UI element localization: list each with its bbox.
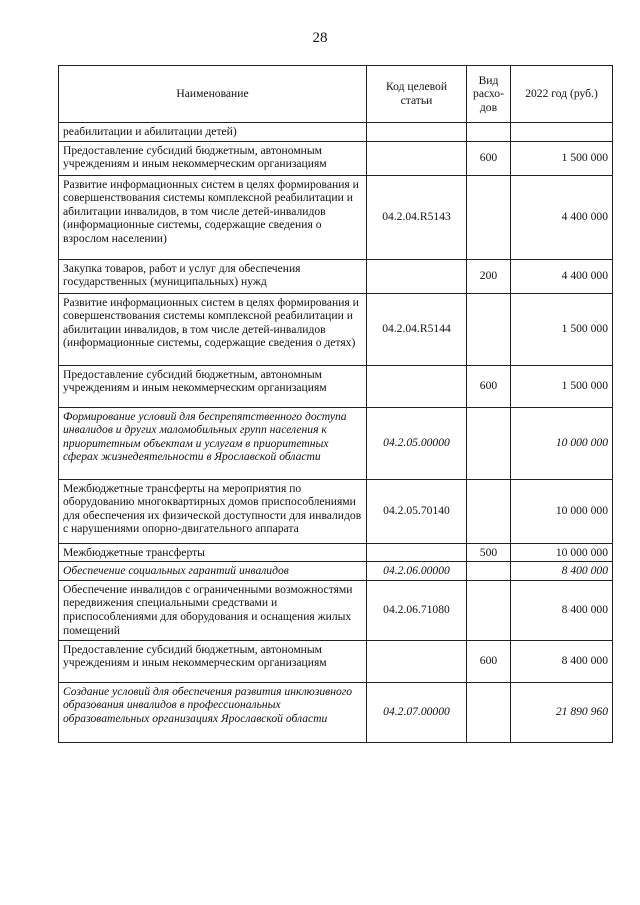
row-vid: 500	[467, 543, 511, 562]
row-name: реабилитации и абилитации детей)	[59, 123, 367, 142]
row-code: 04.2.06.00000	[367, 562, 467, 581]
row-code: 04.2.07.00000	[367, 682, 467, 742]
row-code: 04.2.04.R5143	[367, 175, 467, 259]
table-row	[59, 543, 613, 562]
row-vid	[467, 562, 511, 581]
row-vid: 600	[467, 141, 511, 175]
row-vid	[467, 682, 511, 742]
row-sum: 8 400 000	[511, 580, 613, 640]
row-name: Обеспечение социальных гарантий инвалидов	[59, 562, 367, 581]
row-sum: 4 400 000	[511, 259, 613, 293]
table-row	[59, 293, 613, 365]
row-code	[367, 543, 467, 562]
header-name: Наименование	[59, 66, 367, 123]
budget-table	[58, 65, 613, 743]
row-sum: 10 000 000	[511, 543, 613, 562]
row-sum: 1 500 000	[511, 293, 613, 365]
row-sum	[511, 123, 613, 142]
page-number: 28	[312, 30, 328, 46]
row-name: Предоставление субсидий бюджетным, автономным учреждениям и иным некоммерческим организациям	[59, 365, 367, 407]
header-code: Код целевой статьи	[367, 66, 467, 123]
row-code	[367, 365, 467, 407]
row-name: Создание условий для обеспечения развития инклюзивного образования инвалидов в профессиональных образовательных организациях Ярославской области	[59, 682, 367, 742]
row-sum: 10 000 000	[511, 479, 613, 543]
row-vid: 600	[467, 365, 511, 407]
table-row	[59, 141, 613, 175]
row-name: Межбюджетные трансферты на мероприятия по оборудованию многоквартирных домов приспособлениями для обеспечения их физической доступности для инвалидов с нарушениями опорно-двигательного аппарата	[59, 479, 367, 543]
table-header-row	[59, 66, 613, 123]
row-name: Предоставление субсидий бюджетным, автономным учреждениям и иным некоммерческим организациям	[59, 141, 367, 175]
table-row	[59, 175, 613, 259]
row-sum: 21 890 960	[511, 682, 613, 742]
row-code	[367, 141, 467, 175]
row-name: Межбюджетные трансферты	[59, 543, 367, 562]
table-row	[59, 580, 613, 640]
row-vid: 600	[467, 640, 511, 682]
row-code	[367, 640, 467, 682]
table-row	[59, 640, 613, 682]
row-code	[367, 259, 467, 293]
table-row	[59, 259, 613, 293]
row-vid	[467, 123, 511, 142]
row-name: Закупка товаров, работ и услуг для обеспечения государственных (муниципальных) нужд	[59, 259, 367, 293]
row-code: 04.2.05.70140	[367, 479, 467, 543]
table-row	[59, 365, 613, 407]
row-vid	[467, 580, 511, 640]
row-name: Обеспечение инвалидов с ограниченными возможностями передвижения специальными средствами и приспособлениями для оборудования и оснащения жилых помещений	[59, 580, 367, 640]
row-name: Предоставление субсидий бюджетным, автономным учреждениям и иным некоммерческим организациям	[59, 640, 367, 682]
row-name: Формирование условий для беспрепятственного доступа инвалидов и других маломобильных групп населения к приоритетным объектам и услугам в приоритетных сферах жизнедеятельности в Ярославской области	[59, 407, 367, 479]
row-name: Развитие информационных систем в целях формирования и совершенствования системы комплексной реабилитации и абилитации инвалидов, в том числе детей-инвалидов (информационные системы, содержащие сведения о детях)	[59, 293, 367, 365]
row-sum: 8 400 000	[511, 562, 613, 581]
row-vid	[467, 175, 511, 259]
row-vid	[467, 479, 511, 543]
row-code	[367, 123, 467, 142]
row-name: Развитие информационных систем в целях формирования и совершенствования системы комплексной реабилитации и абилитации инвалидов, в том числе детей-инвалидов (информационные системы, содержащие сведения о взрослом населении)	[59, 175, 367, 259]
row-sum: 4 400 000	[511, 175, 613, 259]
row-code: 04.2.05.00000	[367, 407, 467, 479]
table-row	[59, 682, 613, 742]
row-sum: 1 500 000	[511, 141, 613, 175]
row-sum: 10 000 000	[511, 407, 613, 479]
row-vid: 200	[467, 259, 511, 293]
row-code: 04.2.06.71080	[367, 580, 467, 640]
header-vid: Вид расхо-дов	[467, 66, 511, 123]
table-row	[59, 562, 613, 581]
row-vid	[467, 293, 511, 365]
row-sum: 8 400 000	[511, 640, 613, 682]
table-row	[59, 123, 613, 142]
header-sum: 2022 год (руб.)	[511, 66, 613, 123]
table-row	[59, 479, 613, 543]
row-sum: 1 500 000	[511, 365, 613, 407]
row-code: 04.2.04.R5144	[367, 293, 467, 365]
row-vid	[467, 407, 511, 479]
table-row	[59, 407, 613, 479]
